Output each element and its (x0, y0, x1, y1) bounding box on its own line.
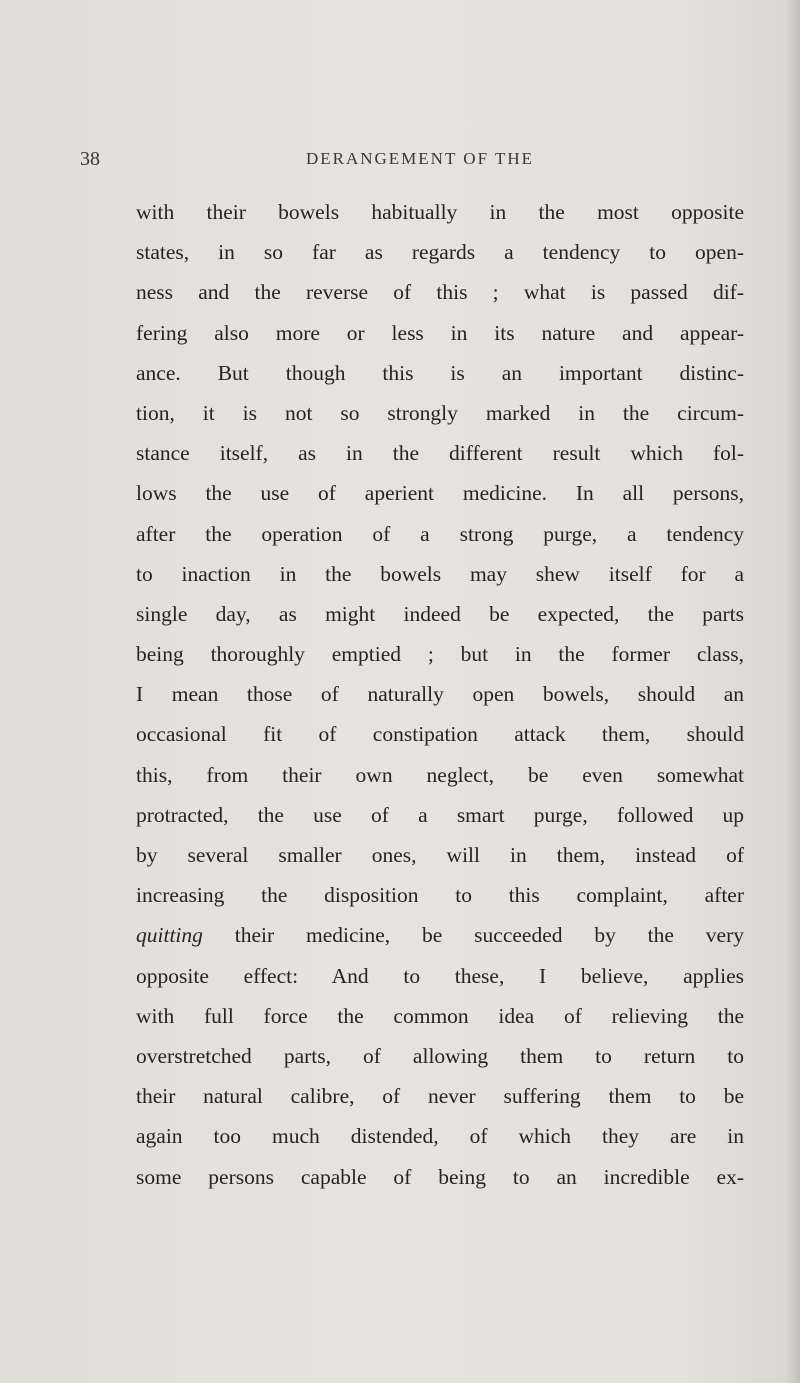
text-line: ness and the reverse of this ; what is passed dif- (136, 280, 744, 305)
text-line: I mean those of naturally open bowels, should an (136, 682, 744, 707)
text-line: lows the use of aperient medicine. In all persons, (136, 481, 744, 506)
text-line: stance itself, as in the different result which fol- (136, 441, 744, 466)
text-line: to inaction in the bowels may shew itself for a (136, 561, 744, 586)
text-line: protracted, the use of a smart purge, followed up (136, 802, 744, 827)
page-number: 38 (80, 148, 100, 170)
text-line: this, from their own neglect, be even somewhat (136, 762, 744, 787)
text-line: increasing the disposition to this complaint, after (136, 883, 744, 908)
text-line (136, 915, 744, 955)
italic-word: quitting (136, 923, 203, 948)
text-line: by several smaller ones, will in them, instead of (136, 843, 744, 867)
text-line: ance. But though this is an important distinc- (136, 360, 744, 385)
text-line: single day, as might indeed be expected, the parts (136, 601, 744, 626)
page-header (80, 144, 740, 174)
running-head: DERANGEMENT OF THE (305, 149, 535, 168)
text-line: with their bowels habitually in the most opposite (136, 200, 744, 224)
text-line: again too much distended, of which they are in (136, 1124, 744, 1149)
text-line: some persons capable of being to an incredible ex- (136, 1164, 744, 1189)
text-line: opposite effect: And to these, I believe, applies (136, 963, 744, 988)
text-line: tion, it is not so strongly marked in the circum- (136, 400, 744, 425)
body-text (136, 192, 744, 1197)
text-line: with full force the common idea of relieving the (136, 1003, 744, 1028)
text-line: states, in so far as regards a tendency to open- (136, 240, 744, 265)
text-line: overstretched parts, of allowing them to return to (136, 1043, 744, 1068)
text-line: occasional fit of constipation attack them, should (136, 722, 744, 747)
text-line: their natural calibre, of never suffering them to be (136, 1084, 744, 1109)
line-rest: their medicine, be succeeded by the very (202, 923, 744, 948)
page-edge-shadow (786, 0, 800, 1383)
text-line: after the operation of a strong purge, a tendency (136, 521, 744, 546)
text-line: being thoroughly emptied ; but in the former class, (136, 642, 744, 667)
text-line: fering also more or less in its nature and appear- (136, 320, 744, 345)
